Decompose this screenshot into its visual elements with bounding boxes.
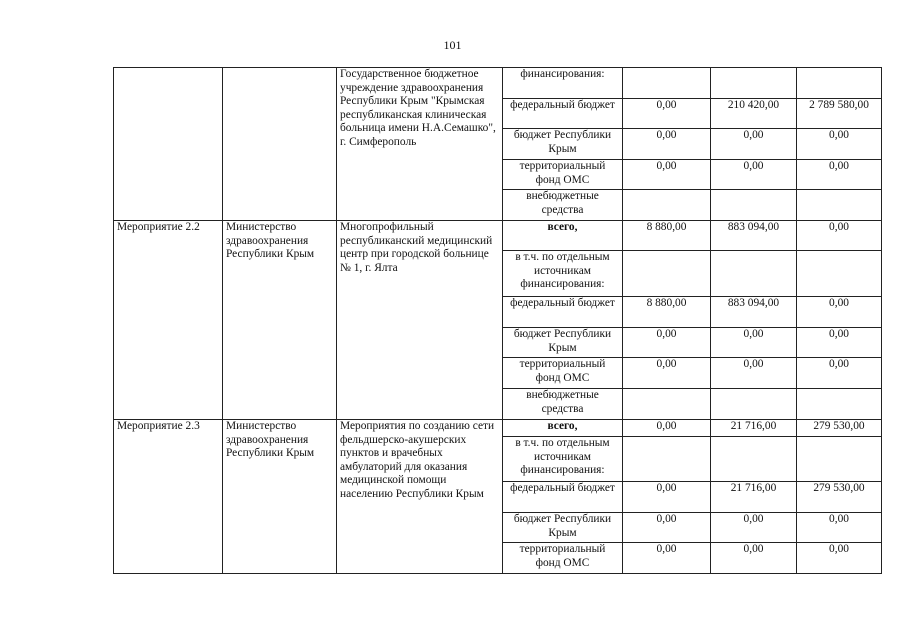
value-cell — [711, 437, 797, 482]
source-cell: в т.ч. по отдельным источникам финансирования: — [503, 437, 623, 482]
value-cell — [797, 190, 882, 221]
value-cell: 0,00 — [711, 160, 797, 190]
value-cell: 0,00 — [623, 358, 711, 389]
source-cell: федеральный бюджет — [503, 482, 623, 513]
value-cell — [623, 389, 711, 420]
value-cell — [623, 190, 711, 221]
value-cell: 0,00 — [797, 358, 882, 389]
activity-cell: Мероприятие 2.3 — [114, 420, 223, 574]
value-cell: 21 716,00 — [711, 482, 797, 513]
value-cell: 0,00 — [623, 160, 711, 190]
value-cell: 0,00 — [797, 221, 882, 251]
value-cell — [711, 251, 797, 297]
value-cell: 0,00 — [711, 513, 797, 543]
value-cell: 883 094,00 — [711, 221, 797, 251]
value-cell: 21 716,00 — [711, 420, 797, 437]
value-cell: 279 530,00 — [797, 420, 882, 437]
value-cell: 0,00 — [623, 129, 711, 160]
activity-cell — [114, 68, 223, 221]
value-cell — [623, 68, 711, 99]
source-cell: бюджет Республики Крым — [503, 328, 623, 358]
value-cell: 8 880,00 — [623, 221, 711, 251]
value-cell: 0,00 — [623, 99, 711, 129]
source-cell: федеральный бюджет — [503, 99, 623, 129]
value-cell: 0,00 — [711, 358, 797, 389]
object-cell: Мероприятия по созданию сети фельдшерско-акушерских пунктов и врачебных амбулаторий для оказания медицинской помощи населению Республики Крым — [337, 420, 503, 574]
value-cell: 0,00 — [711, 129, 797, 160]
ministry-cell — [223, 68, 337, 221]
value-cell: 0,00 — [623, 420, 711, 437]
source-cell: всего, — [503, 221, 623, 251]
source-cell: территориальный фонд ОМС — [503, 160, 623, 190]
table-row — [114, 68, 882, 99]
source-cell: внебюджетные средства — [503, 190, 623, 221]
value-cell: 0,00 — [797, 328, 882, 358]
value-cell: 210 420,00 — [711, 99, 797, 129]
value-cell: 0,00 — [623, 513, 711, 543]
financing-table — [113, 67, 882, 574]
object-cell: Государственное бюджетное учреждение здравоохранения Республики Крым "Крымская республиканская клиническая больница имени Н.А.Семашко", г. Симферополь — [337, 68, 503, 221]
source-cell: в т.ч. по отдельным источникам финансирования: — [503, 251, 623, 297]
ministry-cell: Министерство здравоохранения Республики Крым — [223, 420, 337, 574]
activity-cell: Мероприятие 2.2 — [114, 221, 223, 420]
value-cell — [711, 190, 797, 221]
value-cell: 8 880,00 — [623, 297, 711, 328]
value-cell — [711, 389, 797, 420]
value-cell: 0,00 — [623, 543, 711, 574]
object-cell: Многопрофильный республиканский медицинский центр при городской больнице № 1, г. Ялта — [337, 221, 503, 420]
source-cell: бюджет Республики Крым — [503, 513, 623, 543]
value-cell: 883 094,00 — [711, 297, 797, 328]
source-cell: всего, — [503, 420, 623, 437]
value-cell — [711, 68, 797, 99]
value-cell — [797, 251, 882, 297]
page-number: 101 — [443, 38, 462, 52]
value-cell: 0,00 — [711, 328, 797, 358]
value-cell: 0,00 — [797, 513, 882, 543]
value-cell: 0,00 — [623, 328, 711, 358]
value-cell: 0,00 — [797, 160, 882, 190]
source-cell: финансирования: — [503, 68, 623, 99]
source-cell: бюджет Республики Крым — [503, 129, 623, 160]
value-cell: 2 789 580,00 — [797, 99, 882, 129]
value-cell: 0,00 — [797, 297, 882, 328]
value-cell — [797, 389, 882, 420]
value-cell: 279 530,00 — [797, 482, 882, 513]
value-cell: 0,00 — [711, 543, 797, 574]
value-cell — [623, 437, 711, 482]
value-cell — [797, 68, 882, 99]
ministry-cell: Министерство здравоохранения Республики Крым — [223, 221, 337, 420]
value-cell: 0,00 — [797, 543, 882, 574]
source-cell: федеральный бюджет — [503, 297, 623, 328]
source-cell: территориальный фонд ОМС — [503, 358, 623, 389]
value-cell: 0,00 — [797, 129, 882, 160]
source-cell: территориальный фонд ОМС — [503, 543, 623, 574]
value-cell — [797, 437, 882, 482]
source-cell: внебюджетные средства — [503, 389, 623, 420]
value-cell: 0,00 — [623, 482, 711, 513]
table-row — [114, 221, 882, 251]
table-row — [114, 420, 882, 437]
value-cell — [623, 251, 711, 297]
